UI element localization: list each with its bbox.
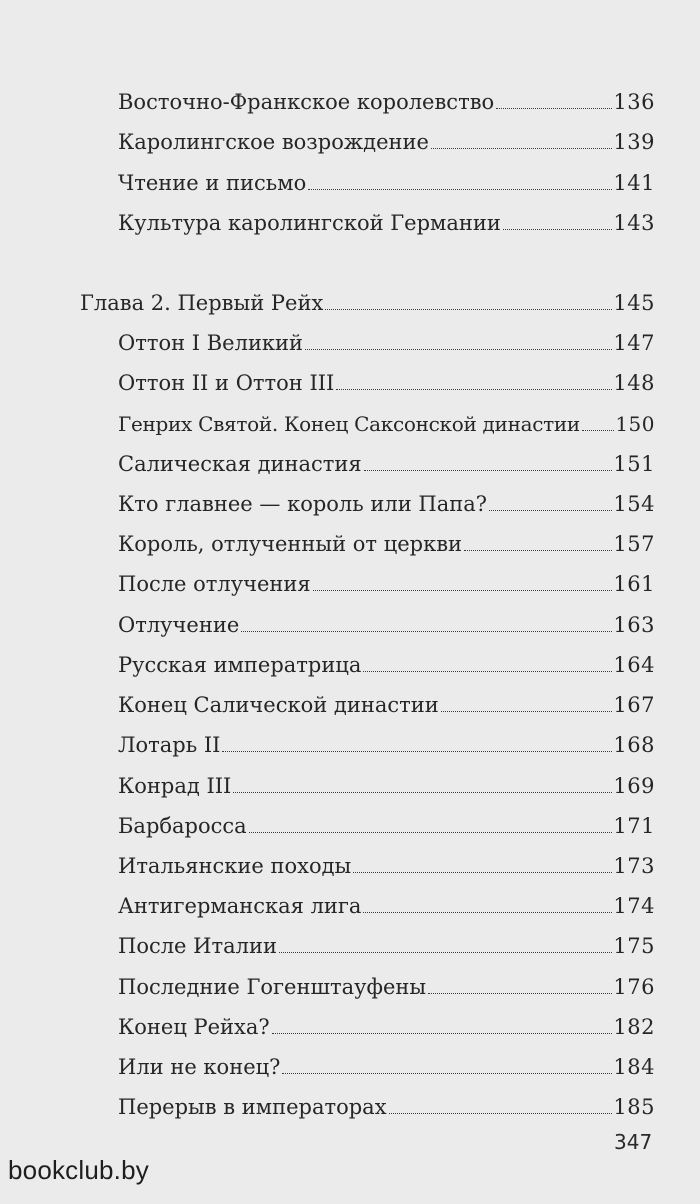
dot-leader — [233, 791, 612, 793]
dot-leader — [282, 1072, 612, 1074]
dot-leader — [241, 630, 612, 632]
toc-entry — [118, 329, 655, 357]
toc-entry-title: Оттон II и Оттон III — [118, 371, 335, 395]
dot-leader — [503, 228, 613, 230]
toc-entry-page: 161 — [613, 572, 655, 596]
toc-entry-page: 168 — [613, 733, 655, 757]
dot-leader — [464, 549, 612, 551]
dot-leader — [325, 308, 612, 310]
toc-entry — [118, 1013, 655, 1041]
toc-entry-page: 169 — [613, 774, 655, 798]
dot-leader — [582, 429, 614, 431]
toc-entry — [118, 812, 655, 840]
toc-entry-title: Культура каролингской Германии — [118, 211, 501, 235]
toc-entry — [118, 731, 655, 759]
dot-leader — [389, 1112, 613, 1114]
toc-chapter-entry — [80, 289, 655, 317]
dot-leader — [279, 951, 612, 953]
toc-entry-page: 175 — [613, 934, 655, 958]
toc-entry-title: Генрих Святой. Конец Саксонской династии — [118, 412, 580, 436]
dot-leader — [308, 188, 612, 190]
toc-entry — [118, 852, 655, 880]
toc-entry-page: 184 — [613, 1055, 655, 1079]
toc-entry-page: 176 — [613, 975, 655, 999]
toc-entry — [118, 490, 655, 518]
toc-entry-page: 157 — [613, 532, 655, 556]
toc-entry-title: Конрад III — [118, 774, 232, 798]
toc-entry-page: 182 — [613, 1015, 655, 1039]
dot-leader — [363, 670, 612, 672]
toc-entry-title: После Италии — [118, 934, 277, 958]
watermark: bookclub.by — [8, 1155, 149, 1185]
dot-leader — [431, 147, 612, 149]
toc-entry-title: Конец Салической династии — [118, 693, 439, 717]
toc-entry-page: 151 — [613, 452, 655, 476]
toc-entry — [118, 128, 655, 156]
toc-entry-page: 171 — [613, 814, 655, 838]
toc-entry-page: 173 — [613, 854, 655, 878]
dot-leader — [364, 469, 613, 471]
toc-entry-page: 185 — [613, 1095, 655, 1119]
toc-entry — [118, 209, 655, 237]
toc-entry — [118, 932, 655, 960]
toc-entry-page: 136 — [613, 90, 655, 114]
toc-entry-title: Конец Рейха? — [118, 1015, 270, 1039]
toc-entry-title: Лотарь II — [118, 733, 221, 757]
toc-entry-title: Оттон I Великий — [118, 331, 304, 355]
dot-leader — [336, 388, 612, 390]
toc-entry — [118, 1093, 655, 1121]
toc-entry-title: После отлучения — [118, 572, 311, 596]
toc-entry-title: Отлучение — [118, 613, 240, 637]
dot-leader — [428, 992, 612, 994]
toc-entry-title: Или не конец? — [118, 1055, 281, 1079]
dot-leader — [249, 831, 613, 833]
dot-leader — [353, 871, 612, 873]
toc-entry-title: Король, отлученный от церкви — [118, 532, 463, 556]
dot-leader — [313, 589, 613, 591]
toc-entry — [118, 772, 655, 800]
toc-entry — [118, 892, 655, 920]
toc-entry — [118, 410, 655, 438]
toc-entry-title: Русская императрица — [118, 653, 362, 677]
toc-entry-page: 150 — [615, 412, 655, 436]
toc-entry — [118, 369, 655, 397]
toc-entry-title: Кто главнее — король или Папа? — [118, 492, 487, 516]
toc-entry — [118, 973, 655, 1001]
toc-entry — [118, 1053, 655, 1081]
toc-entry-title: Чтение и письмо — [118, 171, 307, 195]
toc-entry-title: Глава 2. Первый Рейх — [80, 291, 324, 315]
toc-entry — [118, 169, 655, 197]
toc-entry-title: Барбаросса — [118, 814, 247, 838]
dot-leader — [272, 1032, 613, 1034]
toc-entry-title: Каролингское возрождение — [118, 130, 429, 154]
toc-entry-page: 145 — [613, 291, 655, 315]
dot-leader — [222, 750, 612, 752]
dot-leader — [363, 911, 612, 913]
page-number: 347 — [614, 1130, 653, 1154]
toc-entry-page: 154 — [613, 492, 655, 516]
toc-entry-title: Восточно-Франкское королевство — [118, 90, 495, 114]
toc-entry — [118, 530, 655, 558]
toc-entry-page: 147 — [613, 331, 655, 355]
toc-entry — [118, 651, 655, 679]
toc-entry-page: 164 — [613, 653, 655, 677]
toc-entry — [118, 450, 655, 478]
toc-entry-page: 167 — [613, 693, 655, 717]
toc-entry-page: 139 — [613, 130, 655, 154]
toc-entry-title: Антигерманская лига — [118, 894, 362, 918]
toc-entry-page: 148 — [613, 371, 655, 395]
dot-leader — [489, 509, 612, 511]
toc-entry — [118, 611, 655, 639]
toc-entry — [118, 570, 655, 598]
toc-entry-page: 143 — [613, 211, 655, 235]
toc-entry — [118, 691, 655, 719]
dot-leader — [496, 107, 612, 109]
toc-entry-page: 174 — [613, 894, 655, 918]
toc-entry-title: Салическая династия — [118, 452, 362, 476]
toc-entry-page: 141 — [613, 171, 655, 195]
dot-leader — [305, 348, 612, 350]
toc-entry-page: 163 — [613, 613, 655, 637]
toc-entry — [118, 88, 655, 116]
toc-entry-title: Перерыв в императорах — [118, 1095, 387, 1119]
toc-entry-title: Последние Гогенштауфены — [118, 975, 427, 999]
toc-entry-title: Итальянские походы — [118, 854, 352, 878]
dot-leader — [441, 710, 613, 712]
